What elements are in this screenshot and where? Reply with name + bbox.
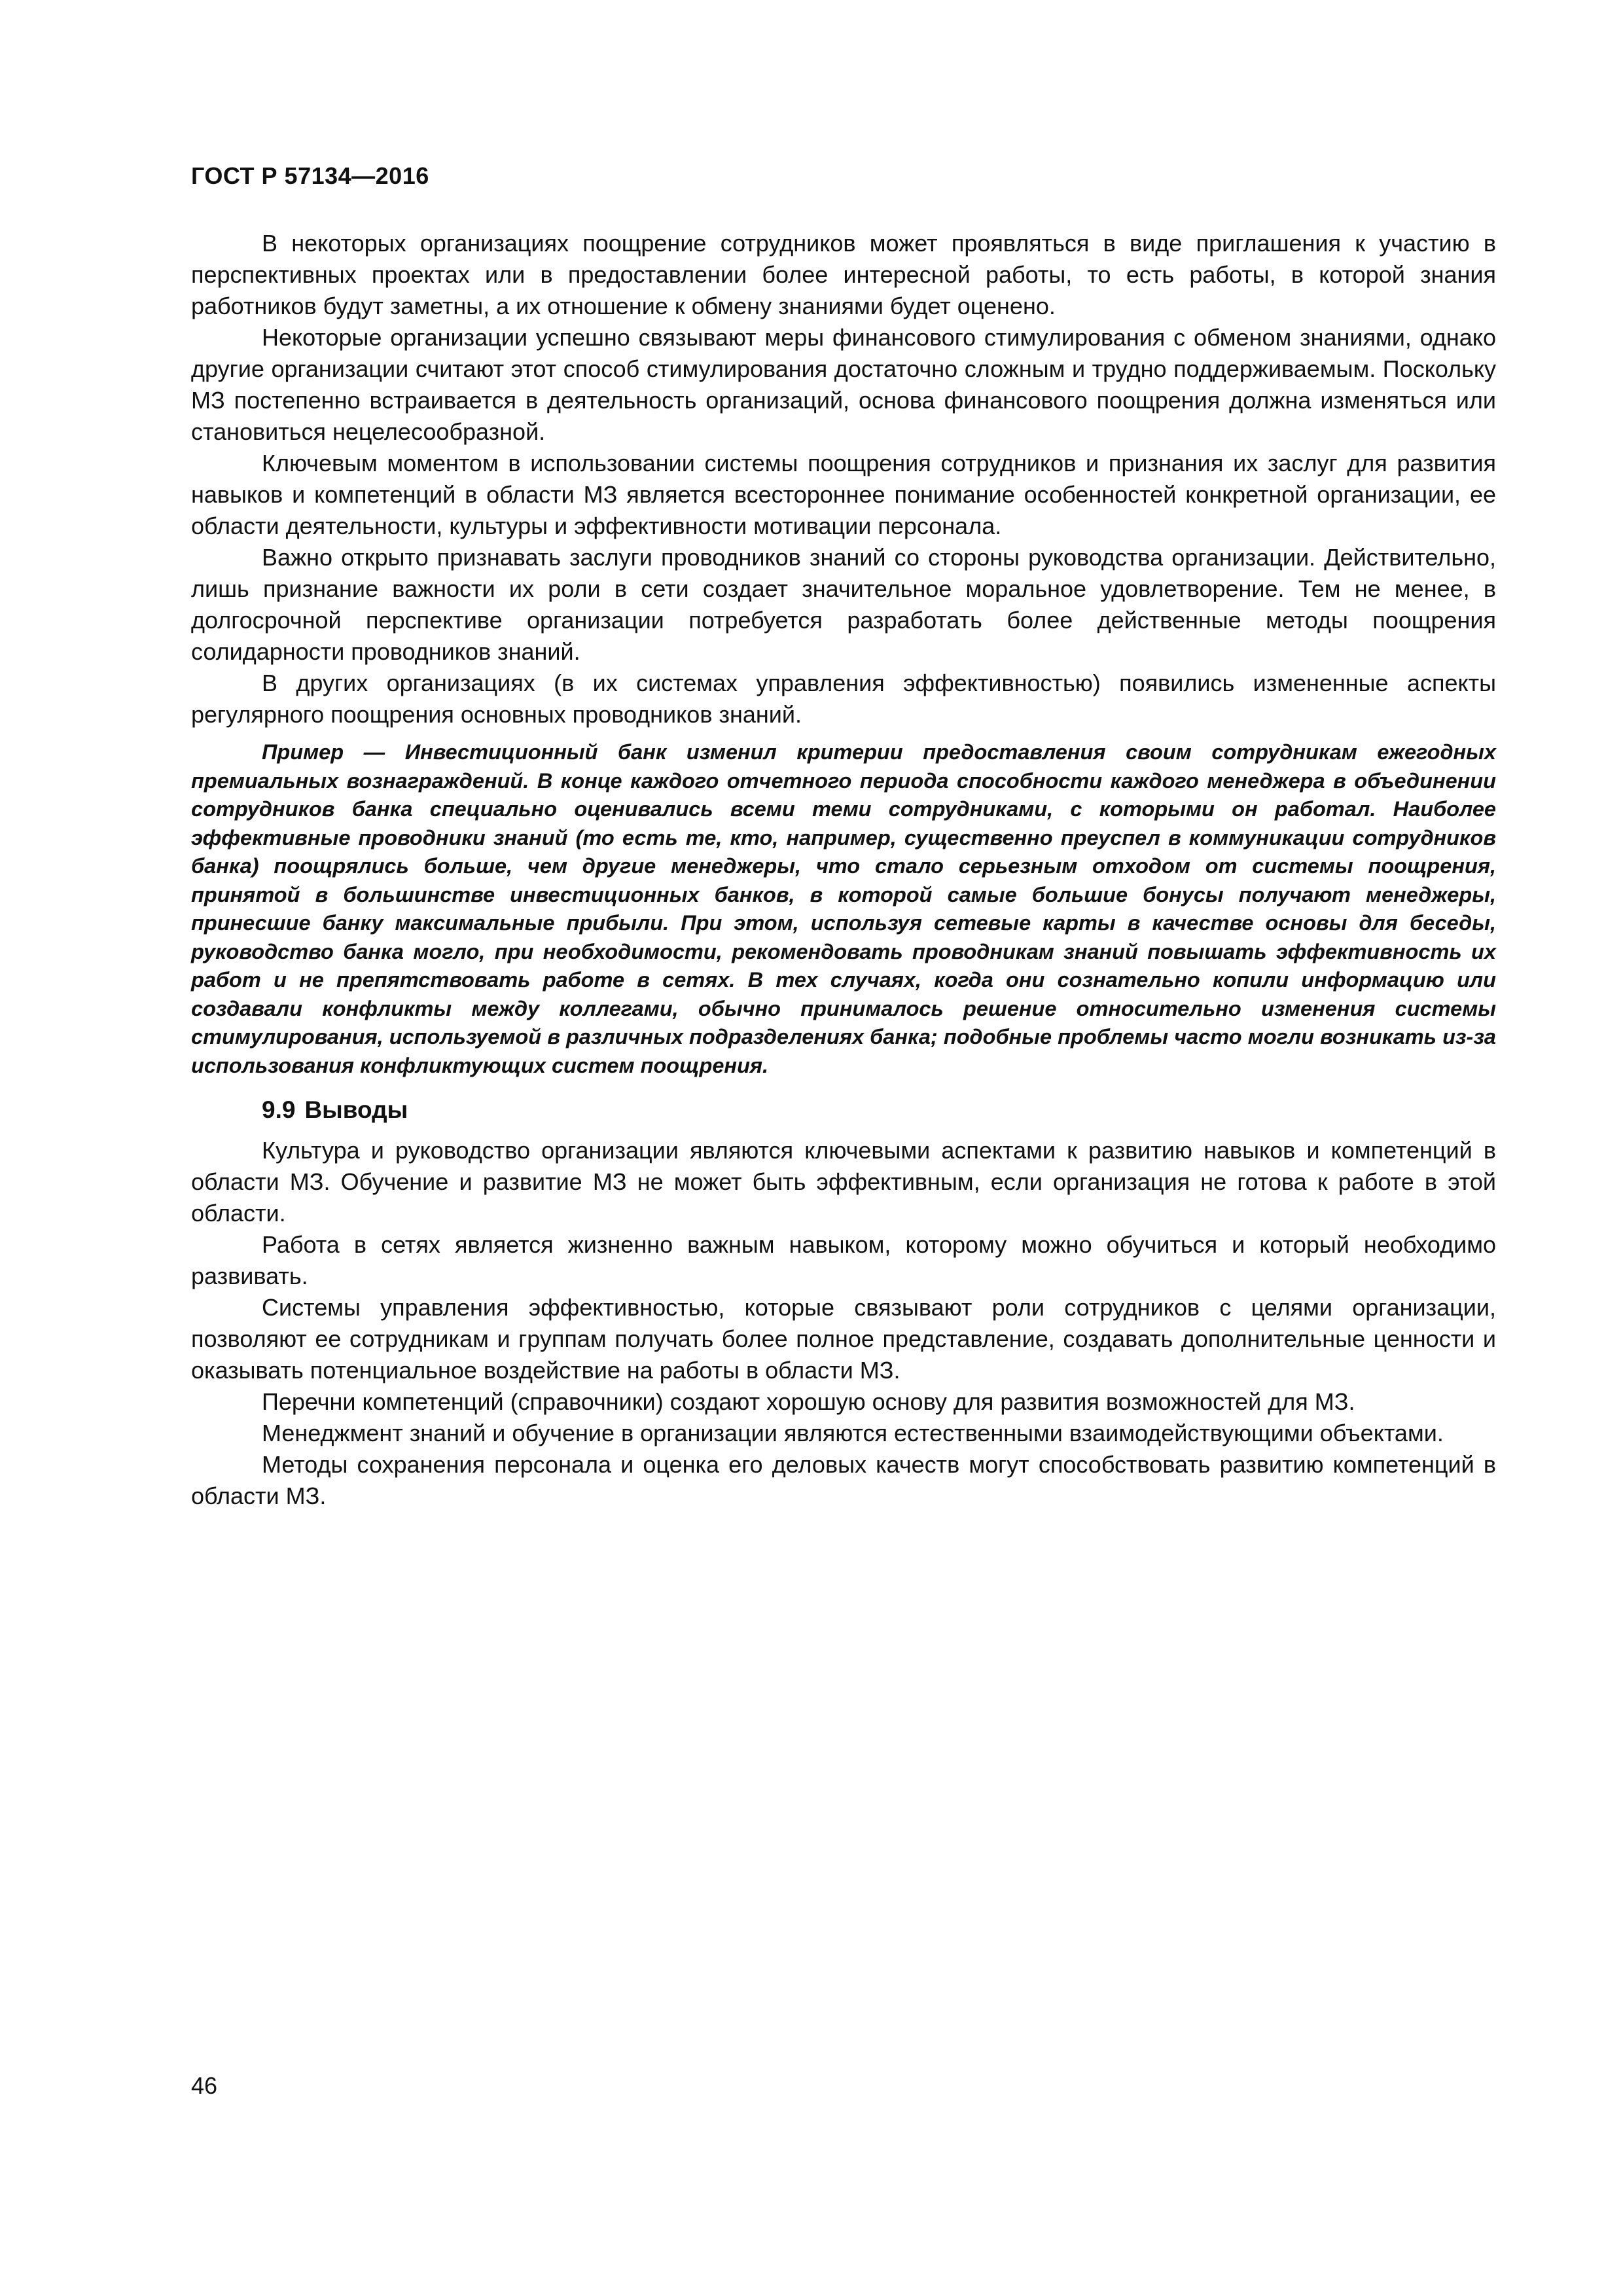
page-number: 46: [191, 2072, 218, 2099]
section-paragraph: Системы управления эффективностью, которые связывают роли сотрудников с целями организации, позволяют ее сотрудникам и группам получать более полное представление, создавать дополнительные ценности и оказывать потенциальное воздействие на работы в области МЗ.: [191, 1294, 1496, 1384]
section-number: 9.9: [262, 1096, 296, 1123]
section-heading: [191, 1094, 1496, 1126]
page-content: [191, 228, 1496, 1512]
section-paragraph: Работа в сетях является жизненно важным навыком, которому можно обучиться и который необходимо развивать.: [191, 1231, 1496, 1289]
body-paragraph: В некоторых организациях поощрение сотрудников может проявляться в виде приглашения к участию в перспективных проектах или в предоставлении более интересной работы, то есть работы, в которой знания работников будут заметны, а их отношение к обмену знаниями будет оценено.: [191, 230, 1496, 319]
section-paragraph: Менеджмент знаний и обучение в организации являются естественными взаимодействующими объектами.: [262, 1420, 1444, 1446]
body-paragraph: В других организациях (в их системах управления эффективностью) появились измененные аспекты регулярного поощрения основных проводников знаний.: [191, 670, 1496, 728]
section-paragraph: Методы сохранения персонала и оценка его деловых качеств могут способствовать развитию компетенций в области МЗ.: [191, 1451, 1496, 1509]
body-paragraph: Ключевым моментом в использовании системы поощрения сотрудников и признания их заслуг для развития навыков и компетенций в области МЗ является всестороннее понимание особенностей конкретной организации, ее области деятельности, культуры и эффективности мотивации персонала.: [191, 450, 1496, 539]
section-paragraph: Культура и руководство организации являются ключевыми аспектами к развитию навыков и компетенций в области МЗ. Обучение и развитие МЗ не может быть эффективным, если организация не готова к работе в этой области.: [191, 1137, 1496, 1227]
body-paragraph: Некоторые организации успешно связывают меры финансового стимулирования с обменом знаниями, однако другие организации считают этот способ стимулирования достаточно сложным и трудно поддерживаемым. Поскольку МЗ постепенно встраивается в деятельность организаций, основа финансового поощрения должна изменяться или становиться нецелесообразной.: [191, 324, 1496, 445]
section-title: Выводы: [304, 1096, 408, 1123]
body-paragraph: Важно открыто признавать заслуги проводников знаний со стороны руководства организации. Действительно, лишь признание важности их роли в сети создает значительное моральное удовлетворение. Тем не менее, в долгосрочной перспективе организации потребуется разработать более действенные методы поощрения солидарности проводников знаний.: [191, 544, 1496, 665]
document-header: ГОСТ Р 57134—2016: [191, 162, 429, 189]
example-note: Пример — Инвестиционный банк изменил критерии предоставления своим сотрудникам ежегодных премиальных вознаграждений. В конце каждого отчетного периода способности каждого менеджера в объединении сотрудников банка специально оценивались всеми теми сотрудниками, с которыми он работал. Наиболее эффективные проводники знаний (то есть те, кто, например, существенно преуспел в коммуникации сотрудников банка) поощрялись больше, чем другие менеджеры, что стало серьезным отходом от системы поощрения, принятой в большинстве инвестиционных банков, в которой самые большие бонусы получают менеджеры, принесшие банку максимальные прибыли. При этом, используя сетевые карты в качестве основы для беседы, руководство банка могло, при необходимости, рекомендовать проводникам знаний повышать эффективность их работ и не препятствовать работе в сетях. В тех случаях, когда они сознательно копили информацию или создавали конфликты между коллегами, обычно принималось решение относительно изменения системы стимулирования, используемой в различных подразделениях банка; подобные проблемы часто могли возникать из-за использования конфликтующих систем поощрения.: [191, 740, 1496, 1077]
section-paragraph: Перечни компетенций (справочники) создают хорошую основу для развития возможностей для МЗ.: [262, 1388, 1355, 1415]
